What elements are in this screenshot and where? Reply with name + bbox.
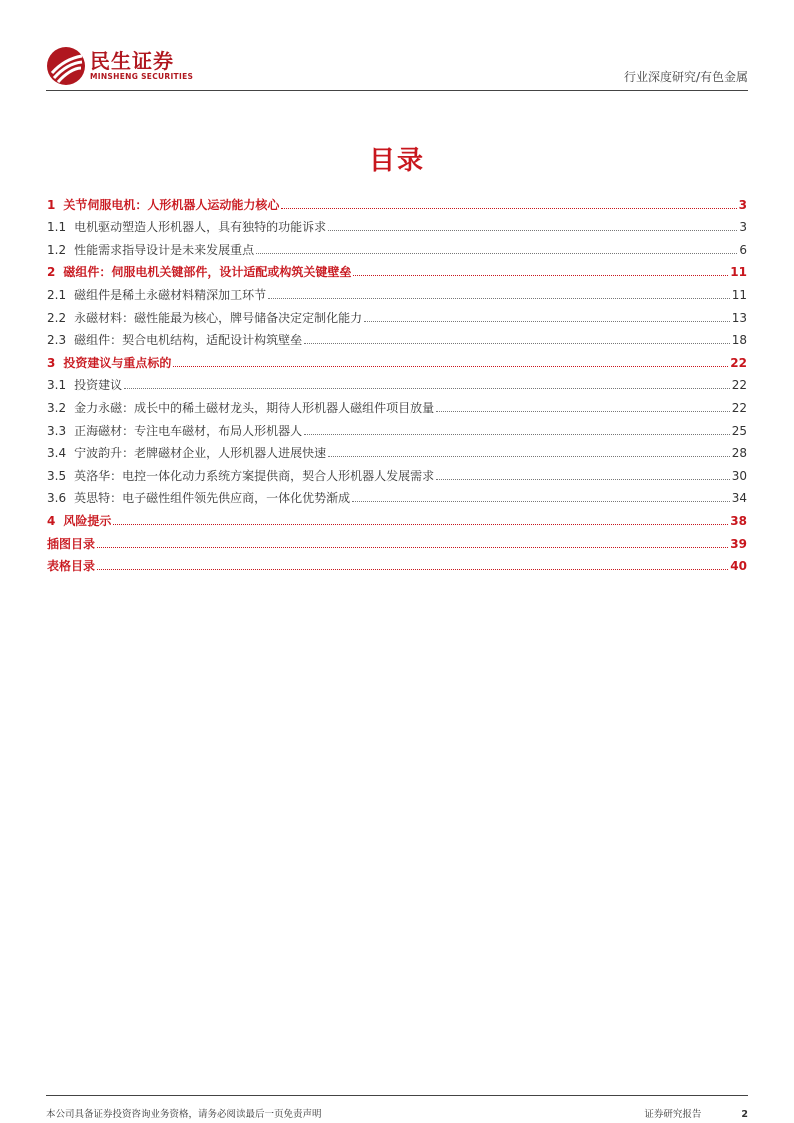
brand-name-en: MINSHENG SECURITIES	[90, 72, 194, 81]
toc-entry-number: 2	[47, 265, 56, 280]
report-category: 行业深度研究/有色金属	[623, 70, 748, 84]
toc-entry-page: 22	[730, 355, 747, 370]
toc-entry-number: 3.3	[47, 423, 67, 438]
toc-dot-leader	[268, 298, 730, 299]
toc-entry-page: 38	[730, 513, 747, 528]
toc-entry[interactable]	[47, 258, 747, 281]
toc-dot-leader	[281, 208, 736, 209]
toc-entry-label: 永磁材料：磁性能最为核心，牌号储备决定定制化能力	[74, 310, 363, 325]
brand-name-cn: 民生证券	[90, 49, 174, 73]
toc-entry-label: 插图目录	[47, 536, 96, 551]
toc-entry-label: 电机驱动塑造人形机器人，具有独特的功能诉求	[74, 220, 327, 235]
toc-entry[interactable]	[47, 484, 747, 507]
toc-dot-leader	[304, 434, 730, 435]
toc-entry-number: 1.1	[47, 220, 67, 235]
toc-entry-number: 1	[47, 197, 56, 212]
header-divider	[46, 90, 748, 91]
toc-entry-page: 28	[731, 446, 747, 461]
toc-entry-label: 关节伺服电机：人形机器人运动能力核心	[63, 197, 280, 212]
toc-entry-number: 3.1	[47, 378, 67, 393]
toc-entry-number: 3.4	[47, 446, 67, 461]
toc-entry[interactable]	[47, 280, 747, 303]
toc-entry-label: 宁波韵升：老牌磁材企业，人形机器人进展快速	[74, 446, 327, 461]
toc-entry-page: 22	[731, 378, 747, 393]
toc-entry-label: 风险提示	[63, 513, 112, 528]
toc-dot-leader	[352, 501, 730, 502]
footer-divider	[46, 1095, 748, 1096]
toc-dot-leader	[97, 547, 728, 548]
toc-entry-label: 英洛华：电控一体化动力系统方案提供商，契合人形机器人发展需求	[74, 468, 435, 483]
toc-entry[interactable]	[47, 439, 747, 462]
footer-page-number: 2	[741, 1109, 748, 1120]
toc-entry-label: 磁组件：伺服电机关键部件，设计适配或构筑关键壁垒	[63, 265, 352, 280]
toc-entry-page: 11	[730, 265, 747, 280]
toc-entry-label: 投资建议	[74, 378, 123, 393]
toc-dot-leader	[328, 230, 737, 231]
toc-entry-number: 3.2	[47, 400, 67, 415]
toc-dot-leader	[304, 343, 730, 344]
toc-dot-leader	[113, 524, 728, 525]
toc-entry-label: 英思特：电子磁性组件领先供应商，一体化优势渐成	[74, 491, 351, 506]
toc-entry-page: 22	[731, 400, 747, 415]
toc-dot-leader	[364, 321, 730, 322]
toc-entry-label: 磁组件是稀土永磁材料精深加工环节	[74, 287, 267, 302]
toc-entry-number: 3.6	[47, 491, 67, 506]
toc-title: 目录	[368, 146, 425, 176]
toc-entry-page: 11	[731, 287, 747, 302]
toc-entry[interactable]	[47, 326, 747, 349]
toc-dot-leader	[436, 411, 730, 412]
toc-entry-label: 投资建议与重点标的	[63, 355, 172, 370]
footer-doc-type: 证券研究报告	[644, 1109, 702, 1120]
footer-disclaimer: 本公司具备证券投资咨询业务资格，请务必阅读最后一页免责声明	[46, 1109, 322, 1120]
footer-right	[644, 1106, 748, 1120]
toc-entry-label: 性能需求指导设计是未来发展重点	[74, 242, 255, 257]
toc-entry[interactable]	[47, 190, 747, 213]
toc-entry-label: 金力永磁：成长中的稀土磁材龙头，期待人形机器人磁组件项目放量	[74, 400, 435, 415]
toc-entry-number: 2.3	[47, 333, 67, 348]
toc-entry-label: 正海磁材：专注电车磁材，布局人形机器人	[74, 423, 303, 438]
toc-entry-page: 25	[731, 423, 747, 438]
toc-entry-number: 4	[47, 513, 56, 528]
toc-entry-label: 表格目录	[47, 559, 96, 574]
toc-entry-page: 6	[739, 242, 747, 257]
toc-entry[interactable]	[47, 371, 747, 394]
toc-entry-page: 18	[731, 333, 747, 348]
toc-entry[interactable]	[47, 529, 747, 552]
toc-entry-number: 3	[47, 355, 56, 370]
toc-entry-page: 40	[730, 559, 747, 574]
minsheng-logo-icon	[46, 46, 86, 86]
toc-dot-leader	[256, 253, 737, 254]
toc-entry-number: 1.2	[47, 242, 67, 257]
toc-entry[interactable]	[47, 506, 747, 529]
toc-entry[interactable]	[47, 461, 747, 484]
toc-dot-leader	[173, 366, 728, 367]
page-header	[46, 40, 748, 92]
toc-entry-number: 2.1	[47, 287, 67, 302]
toc-entry[interactable]	[47, 235, 747, 258]
toc-dot-leader	[436, 479, 730, 480]
toc-entry-page: 3	[738, 197, 747, 212]
minsheng-logo	[46, 46, 193, 86]
toc-entry-number: 2.2	[47, 310, 67, 325]
toc-entry[interactable]	[47, 416, 747, 439]
toc-entry-label: 磁组件：契合电机结构，适配设计构筑壁垒	[74, 333, 303, 348]
toc-dot-leader	[97, 569, 728, 570]
toc-dot-leader	[328, 456, 730, 457]
toc-entry-page: 3	[739, 220, 747, 235]
toc-entry-page: 39	[730, 536, 747, 551]
toc-dot-leader	[353, 275, 728, 276]
toc-entry-page: 13	[731, 310, 747, 325]
toc-entry[interactable]	[47, 393, 747, 416]
table-of-contents	[47, 190, 747, 574]
toc-dot-leader	[124, 388, 730, 389]
toc-entry-number: 3.5	[47, 468, 67, 483]
toc-entry[interactable]	[47, 552, 747, 575]
toc-entry[interactable]	[47, 213, 747, 236]
toc-entry[interactable]	[47, 303, 747, 326]
toc-entry[interactable]	[47, 348, 747, 371]
toc-entry-page: 30	[731, 468, 747, 483]
toc-entry-page: 34	[731, 491, 747, 506]
